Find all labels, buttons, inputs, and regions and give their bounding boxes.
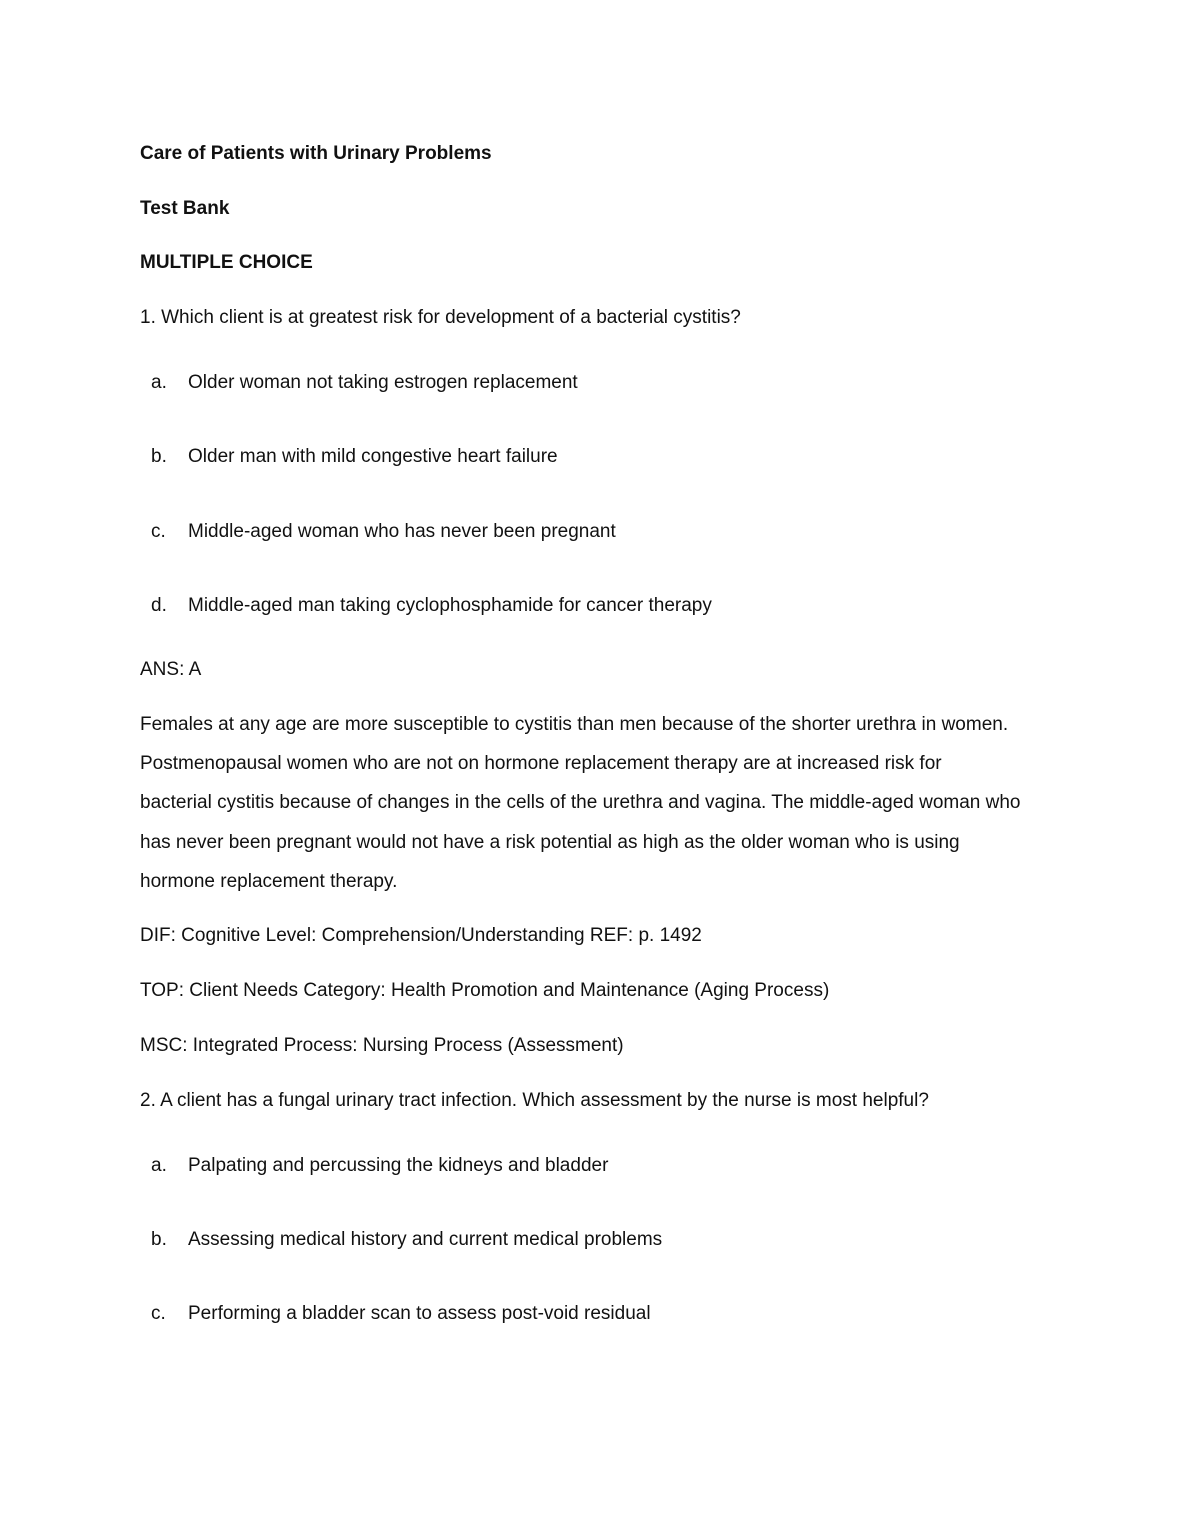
option-letter: a. — [151, 1155, 167, 1176]
question-1-answer: ANS: A — [140, 659, 202, 680]
option-letter: b. — [151, 446, 167, 467]
option-text: Middle-aged man taking cyclophosphamide for cancer therapy — [188, 595, 712, 616]
option-text: Older woman not taking estrogen replacement — [188, 372, 578, 393]
option-letter: d. — [151, 595, 167, 616]
option-text: Performing a bladder scan to assess post-void residual — [188, 1303, 651, 1324]
rationale-line: Postmenopausal women who are not on hormone replacement therapy are at increased risk for — [140, 753, 942, 774]
question-1-stem: 1. Which client is at greatest risk for development of a bacterial cystitis? — [140, 307, 741, 328]
document-title: Care of Patients with Urinary Problems — [140, 143, 492, 164]
document-subtitle: Test Bank — [140, 198, 230, 219]
option-text: Assessing medical history and current medical problems — [188, 1229, 663, 1250]
option-letter: c. — [151, 1303, 166, 1324]
question-2-stem: 2. A client has a fungal urinary tract infection. Which assessment by the nurse is most helpful? — [140, 1090, 929, 1111]
option-text: Middle-aged woman who has never been pregnant — [188, 521, 616, 542]
question-1-topic: TOP: Client Needs Category: Health Promotion and Maintenance (Aging Process) — [140, 980, 830, 1001]
option-letter: a. — [151, 372, 167, 393]
option-text: Palpating and percussing the kidneys and bladder — [188, 1155, 609, 1176]
rationale-line: bacterial cystitis because of changes in the cells of the urethra and vagina. The middle-aged woman who — [140, 792, 1021, 813]
rationale-line: has never been pregnant would not have a risk potential as high as the older woman who is using — [140, 832, 960, 853]
rationale-line: Females at any age are more susceptible to cystitis than men because of the shorter urethra in women. — [140, 714, 1009, 735]
option-text: Older man with mild congestive heart failure — [188, 446, 558, 467]
option-letter: b. — [151, 1229, 167, 1250]
rationale-line: hormone replacement therapy. — [140, 871, 398, 892]
question-1-difficulty: DIF: Cognitive Level: Comprehension/Understanding REF: p. 1492 — [140, 925, 702, 946]
option-letter: c. — [151, 521, 166, 542]
question-1-msc: MSC: Integrated Process: Nursing Process (Assessment) — [140, 1035, 624, 1056]
section-heading: MULTIPLE CHOICE — [140, 252, 313, 273]
